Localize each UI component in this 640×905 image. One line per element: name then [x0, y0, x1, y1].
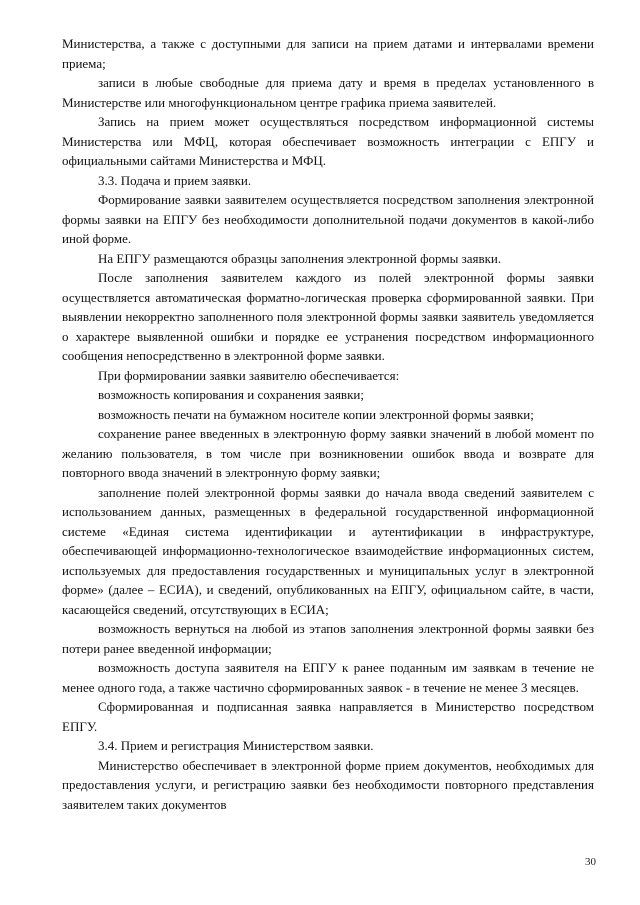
paragraph-15: Сформированная и подписанная заявка направляется в Министерство посредством ЕПГУ. — [62, 699, 594, 734]
paragraph-2: записи в любые свободные для приема дату и время в пределах установленного в Министерстве или многофункциональном центре графика приема заявителей. — [62, 75, 594, 110]
list-item-preserve-values: сохранение ранее введенных в электронную форму заявки значений в любой момент по желанию пользователя, в том числе при возникновении ошибок ввода и возврате для повторного ввода значений в электронную форму заявки; — [62, 426, 594, 480]
page-number: 30 — [585, 856, 596, 868]
page-body — [62, 34, 594, 814]
paragraph-3: Запись на прием может осуществляться посредством информационной системы Министерства или МФЦ, которая обеспечивает возможность интеграции с ЕПГУ и официальными сайтами Министерства и МФЦ. — [62, 114, 594, 168]
paragraph-1: Министерства, а также с доступными для записи на прием датами и интервалами времени приема; — [62, 36, 594, 71]
list-item-copy-save: возможность копирования и сохранения заявки; — [98, 387, 364, 402]
list-item-return-steps: возможность вернуться на любой из этапов заполнения электронной формы заявки без потери ранее введенной информации; — [62, 621, 594, 656]
paragraph-6: На ЕПГУ размещаются образцы заполнения электронной формы заявки. — [98, 250, 502, 266]
paragraph-8: При формировании заявки заявителю обеспечивается: — [98, 367, 400, 383]
paragraph-17: Министерство обеспечивает в электронной форме прием документов, необходимых для предоставления услуги, и регистрацию заявки без необходимости повторного представления заявителем таких документов — [62, 757, 594, 812]
paragraph-5: Формирование заявки заявителем осуществляется посредством заполнения электронной формы заявки на ЕПГУ без необходимости дополнительной подачи документов в какой-либо иной форме. — [62, 192, 594, 246]
section-heading-3-3: 3.3. Подача и прием заявки. — [98, 172, 252, 188]
list-item-prefill-esia: заполнение полей электронной формы заявки до начала ввода сведений заявителем с использованием данных, размещенных в федеральной государственной информационной системе «Единая система идентификации и аутентификации в инфраструктуре, обеспечивающей информационно-технологическое взаимодействие информационных систем, используемых для предоставления государственных и муниципальных услуг в электронной форме» (далее – ЕСИА), и сведений, опубликованных на ЕПГУ, официальном сайте, в части, касающейся сведений, отсутствующих в ЕСИА; — [62, 484, 594, 617]
paragraph-7: После заполнения заявителем каждого из полей электронной формы заявки осуществляется автоматическая форматно-логическая проверка сформированной заявки. При выявлении некорректно заполненного поля электронной формы заявки заявитель уведомляется о характере выявленной ошибки и порядке ее устранения посредством информационного сообщения непосредственно в электронной форме заявки. — [62, 270, 594, 363]
section-heading-3-4: 3.4. Прием и регистрация Министерством заявки. — [98, 738, 374, 753]
list-item-print: возможность печати на бумажном носителе копии электронной формы заявки; — [98, 406, 534, 422]
list-item-access-history: возможность доступа заявителя на ЕПГУ к ранее поданным им заявкам в течение не менее одного года, а также частично сформированных заявок - в течение не менее 3 месяцев. — [62, 660, 594, 695]
